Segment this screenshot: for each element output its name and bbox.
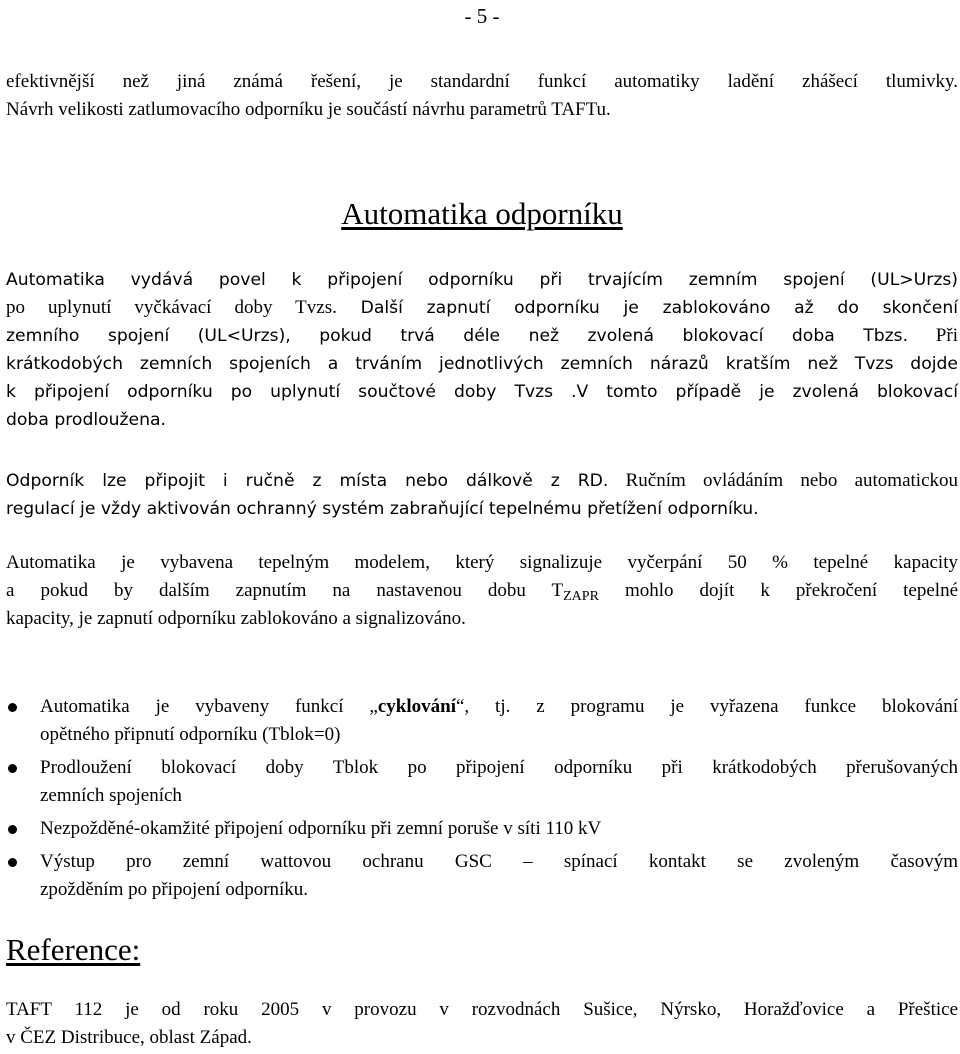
bullet-1-line-2: opětného připnutí odporníku (Tblok=0) [40, 724, 341, 745]
intro-line-2: Návrh velikosti zatlumovacího odporníku je součástí návrhu parametrů TAFTu. [6, 99, 611, 120]
intro-line-1: efektivnější než jiná známá řešení, je standardní funkcí automatiky ladění zhášecí tlumivky. [6, 71, 958, 92]
bullet-icon [8, 764, 17, 773]
para1-line-3a: zemního spojení (UL<Urzs), pokud trvá déle než zvolená blokovací doba Tbzs. [6, 326, 909, 346]
para1-line-3 [6, 322, 958, 350]
bullet-1-text-b: “, tj. z programu je vyřazena funkce blokování [455, 696, 958, 717]
para3-line-2 [6, 577, 958, 605]
section-heading: Automatika odporníku [341, 196, 623, 231]
para3-line-2a: a pokud by dalším zapnutím na nastavenou dobu T [6, 580, 564, 601]
bullet-icon [8, 703, 17, 712]
list-item [6, 693, 958, 749]
bullet-1-text-a: Automatika je vybaveny funkcí „ [40, 696, 378, 717]
reference-heading: Reference: [6, 932, 141, 967]
para1-line-2 [6, 294, 958, 322]
bullet-4-line-1: Výstup pro zemní wattovou ochranu GSC – spínací kontakt se zvoleným časovým [40, 851, 958, 872]
paragraph-manual-control [6, 467, 958, 523]
feature-bullet-list [6, 693, 958, 909]
intro-paragraph [6, 68, 958, 124]
para1-line-2a: po uplynutí vyčkávací doby Tvzs. [6, 297, 337, 318]
list-item [6, 754, 958, 810]
para3-line-1: Automatika je vybavena tepelným modelem, který signalizuje vyčerpání 50 % tepelné kapacity [6, 552, 958, 573]
bullet-3-line-1: Nezpožděné-okamžité připojení odporníku při zemní poruše v síti 110 kV [40, 818, 602, 839]
t-zapr-subscript: ZAPR [563, 589, 599, 604]
para1-line-6: doba prodloužena. [6, 410, 167, 430]
reference-line-1: TAFT 112 je od roku 2005 v provozu v rozvodnách Sušice, Nýrsko, Horažďovice a Přeštice [6, 999, 958, 1020]
para3-line-2b: mohlo dojít k překročení tepelné [598, 580, 959, 601]
para1-line-3b: Při [908, 325, 958, 346]
para2-line-1a: Odporník lze připojit i ručně z místa nebo dálkově z RD. [6, 471, 609, 491]
list-item [6, 815, 958, 843]
para1-line-5: k připojení odporníku po uplynutí součtové doby Tvzs .V tomto případě je zvolená blokovací [6, 382, 958, 402]
para2-line-1b: Ručním ovládáním nebo automatickou [608, 470, 959, 491]
list-item [6, 848, 958, 904]
bullet-1-bold: cyklování [377, 696, 456, 717]
reference-line-2: v ČEZ Distribuce, oblast Západ. [6, 1027, 252, 1048]
reference-paragraph [6, 996, 958, 1052]
para1-line-2b: Další zapnutí odporníku je zablokováno až do skončení [336, 298, 958, 318]
para1-line-1: Automatika vydává povel k připojení odporníku při trvajícím zemním spojení (UL>Urzs) [6, 270, 958, 290]
para1-line-4: krátkodobých zemních spojeních a trváním jednotlivých zemních nárazů kratším než Tvzs dojde [6, 354, 958, 374]
bullet-2-line-2: zemních spojeních [40, 785, 182, 806]
paragraph-thermal-model [6, 549, 958, 633]
para3-line-3: kapacity, je zapnutí odporníku zablokováno a signalizováno. [6, 608, 466, 629]
bullet-icon [8, 825, 17, 834]
page-number: - 5 - [464, 4, 500, 28]
paragraph-automation-description [6, 266, 958, 434]
bullet-icon [8, 858, 17, 867]
bullet-4-line-2: zpožděním po připojení odporníku. [40, 879, 309, 900]
para2-line-2: regulací je vždy aktivován ochranný systém zabraňující tepelnému přetížení odporníku. [6, 499, 759, 519]
para2-line-1 [6, 467, 958, 495]
bullet-2-line-1: Prodloužení blokovací doby Tblok po připojení odporníku při krátkodobých přerušovaných [40, 757, 958, 778]
